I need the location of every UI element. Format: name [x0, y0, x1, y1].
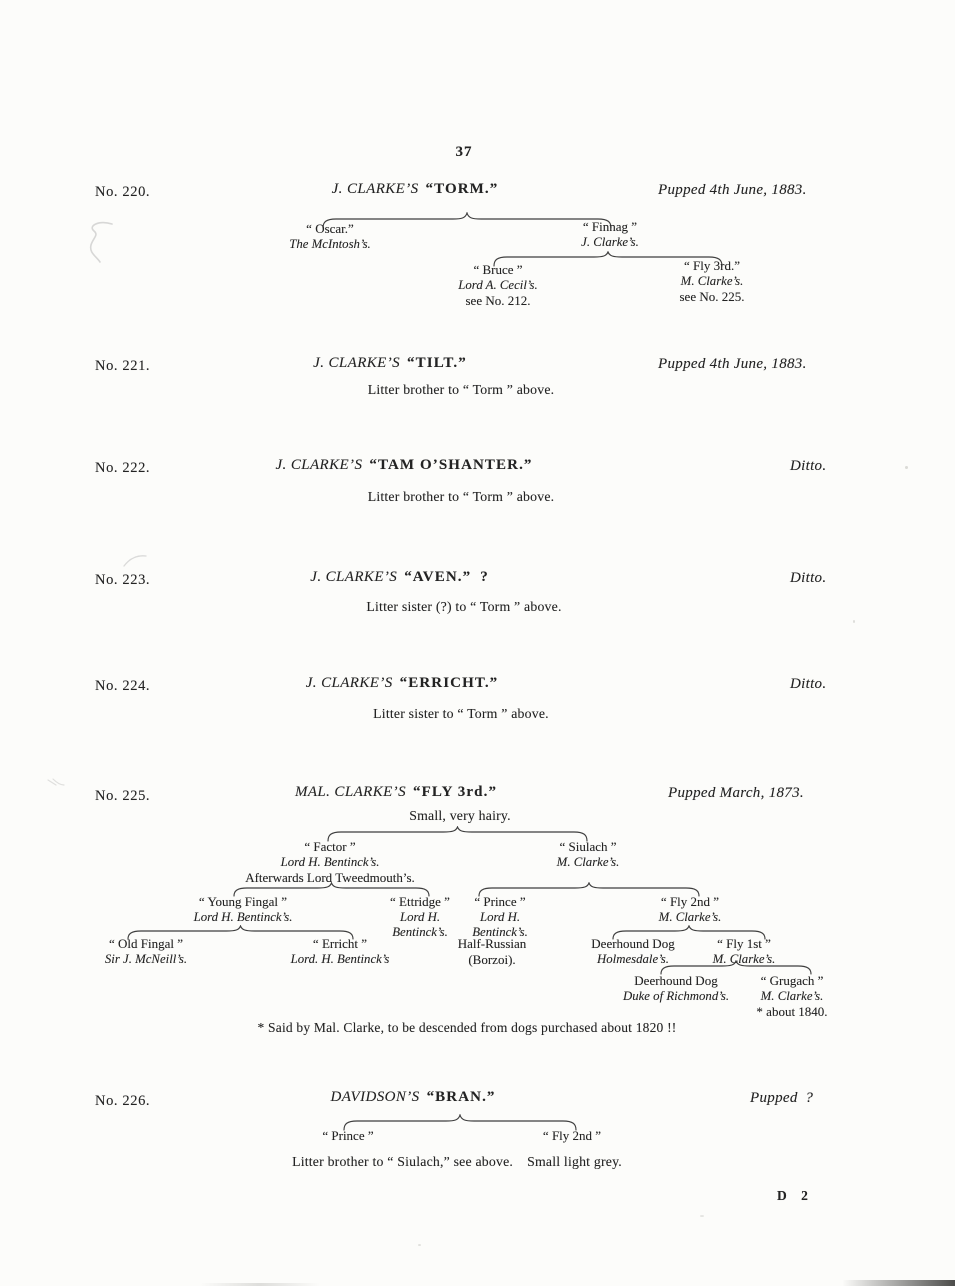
entry-owner: DAVIDSON’S: [330, 1089, 420, 1105]
pedigree-brace: [343, 1114, 577, 1131]
entry-number-222: No. 222.: [95, 460, 151, 476]
entry-name-query: ?: [480, 569, 488, 585]
pedigree-node-fly2nd-226: [543, 1128, 601, 1144]
pupped-date-221: Pupped 4th June, 1883.: [658, 356, 807, 372]
entry-dog-name: “FLY 3rd.”: [412, 784, 498, 800]
node-owner: Bentinck’s.: [472, 925, 528, 939]
entry-owner: J. CLARKE’S: [305, 675, 393, 691]
node-name: “ Prince ”: [322, 1128, 374, 1143]
entry-dog-name: “ERRICHT.”: [399, 675, 499, 691]
node-name: “ Oscar.”: [306, 221, 354, 236]
handwritten-mark: [82, 218, 122, 270]
node-owner: Sir J. McNeill’s.: [104, 951, 188, 966]
entry-number-220: No. 220.: [95, 184, 151, 200]
node-owner: Bentinck’s.: [392, 925, 448, 939]
pupped-date-220: Pupped 4th June, 1883.: [658, 182, 807, 198]
node-owner: Duke of Richmond’s.: [622, 988, 730, 1003]
entry-number-225: No. 225.: [95, 788, 151, 804]
node-name: “ Old Fingal ”: [108, 936, 184, 951]
pedigree-node-half-russian: [458, 936, 527, 967]
node-owner: Lord. H. Bentinck’s: [290, 951, 390, 966]
entry-note-225: Small, very hairy.: [409, 808, 511, 823]
node-owner: Lord H. Bentinck’s.: [193, 909, 293, 924]
scan-edge-artifact: [842, 1280, 955, 1286]
pedigree-node-bruce: [458, 262, 537, 309]
entry-owner: J. CLARKE’S: [331, 181, 419, 197]
pedigree-node-fly2nd: [659, 894, 722, 925]
entry-owner: J. CLARKE’S: [275, 457, 363, 473]
entry-title-223: [310, 569, 487, 586]
node-name: “ Grugach ”: [760, 973, 824, 988]
entry-number-221: No. 221.: [95, 358, 151, 374]
node-name: “ Fly 2nd ”: [542, 1128, 602, 1143]
page-number: 37: [455, 144, 473, 160]
ditto-text-224: Ditto.: [790, 676, 827, 692]
node-owner: Holmesdale’s.: [597, 951, 669, 966]
node-name: “ Erricht ”: [312, 936, 368, 951]
pedigree-footnote: * Said by Mal. Clarke, to be descended from dogs purchased about 1820 !!: [257, 1020, 677, 1035]
node-name: “ Fly 3rd.”: [684, 258, 740, 273]
node-name: “ Finnag ”: [582, 219, 638, 234]
scan-speck: [905, 466, 908, 469]
handwritten-mark: [122, 552, 148, 570]
node-owner-later: Afterwards Lord Tweedmouth’s.: [245, 870, 415, 885]
node-name: “ Fly 2nd ”: [660, 894, 720, 909]
scan-speck: [853, 620, 855, 623]
entry-dog-name: “AVEN.”: [404, 569, 472, 585]
node-owner: J. Clarke’s.: [581, 234, 639, 249]
node-footnote-ref: * about 1840.: [756, 1004, 828, 1019]
node-breed: (Borzoi).: [468, 951, 516, 967]
handwritten-mark: [46, 776, 66, 790]
node-owner: M. Clarke’s.: [658, 909, 722, 924]
node-reference: see No. 225.: [679, 289, 745, 304]
node-name: Half-Russian: [457, 936, 527, 951]
ditto-text-223: Ditto.: [790, 570, 827, 586]
pedigree-node-young-fingal: [194, 894, 293, 925]
pedigree-node-oscar: [289, 221, 371, 252]
entry-title-226: [330, 1089, 495, 1106]
node-name: “ Ettridge ”: [390, 894, 450, 909]
pedigree-node-grugach: [756, 973, 827, 1020]
pedigree-node-prince-226: [322, 1128, 373, 1144]
node-owner: The McIntosh’s.: [289, 236, 371, 251]
entry-dog-name: “TAM O’SHANTER.”: [369, 457, 533, 473]
node-owner: Lord H. Bentinck’s.: [280, 854, 380, 869]
entry-title-220: [332, 181, 499, 198]
pedigree-node-deerhound-dog-2: [623, 973, 729, 1004]
pedigree-node-siulach: [557, 839, 620, 870]
entry-title-224: [306, 675, 499, 692]
printer-signature: D 2: [777, 1188, 809, 1203]
ditto-text-222: Ditto.: [790, 458, 827, 474]
node-owner: M. Clarke’s.: [556, 854, 620, 869]
node-name: “ Young Fingal ”: [198, 894, 288, 909]
node-name: “ Prince ”: [474, 894, 526, 909]
entry-note-223: Litter sister (?) to “ Torm ” above.: [366, 599, 562, 614]
entry-owner: J. CLARKE’S: [313, 355, 401, 371]
node-reference: see No. 212.: [465, 293, 531, 308]
entry-title-222: [275, 457, 532, 474]
node-owner: M. Clarke’s.: [712, 951, 776, 966]
pedigree-node-finnag: [581, 219, 639, 250]
pedigree-node-ettridge: [390, 894, 450, 941]
entry-number-226: No. 226.: [95, 1093, 151, 1109]
node-name: “ Siulach ”: [559, 839, 617, 854]
entry-owner: MAL. CLARKE’S: [294, 784, 406, 800]
pedigree-node-prince: [472, 894, 528, 941]
node-owner: Lord A. Cecil’s.: [458, 277, 538, 292]
pupped-date-225: Pupped March, 1873.: [668, 785, 804, 801]
pupped-date-226: Pupped ?: [750, 1090, 814, 1106]
scan-speck: [418, 1244, 421, 1246]
scan-speck: [700, 1215, 704, 1217]
entry-title-221: [313, 355, 467, 372]
entry-note-226: Litter brother to “ Siulach,” see above. Small light grey.: [292, 1154, 622, 1169]
entry-note-221: Litter brother to “ Torm ” above.: [367, 382, 555, 397]
node-owner: M. Clarke’s.: [760, 988, 824, 1003]
pedigree-node-factor: [245, 839, 415, 886]
entry-dog-name: “BRAN.”: [426, 1089, 496, 1105]
node-name: “ Fly 1st ”: [717, 936, 771, 951]
node-name: “ Factor ”: [304, 839, 356, 854]
entry-title-225: [295, 784, 497, 801]
node-owner: Lord H.: [479, 909, 521, 924]
node-owner: Lord H.: [399, 909, 441, 924]
node-owner: M. Clarke’s.: [680, 273, 744, 288]
entry-number-224: No. 224.: [95, 678, 151, 694]
node-name: Deerhound Dog: [634, 973, 718, 988]
entry-owner: J. CLARKE’S: [310, 569, 398, 585]
entry-note-224: Litter sister to “ Torm ” above.: [373, 706, 549, 721]
entry-number-223: No. 223.: [95, 572, 151, 588]
entry-dog-name: “TILT.”: [407, 355, 467, 371]
node-name: “ Bruce ”: [473, 262, 523, 277]
entry-dog-name: “TORM.”: [425, 181, 499, 197]
pedigree-node-old-fingal: [105, 936, 187, 967]
pedigree-node-erricht: [291, 936, 390, 967]
node-name: Deerhound Dog: [591, 936, 675, 951]
entry-note-222: Litter brother to “ Torm ” above.: [367, 489, 555, 504]
pedigree-node-fly3rd: [680, 258, 745, 305]
